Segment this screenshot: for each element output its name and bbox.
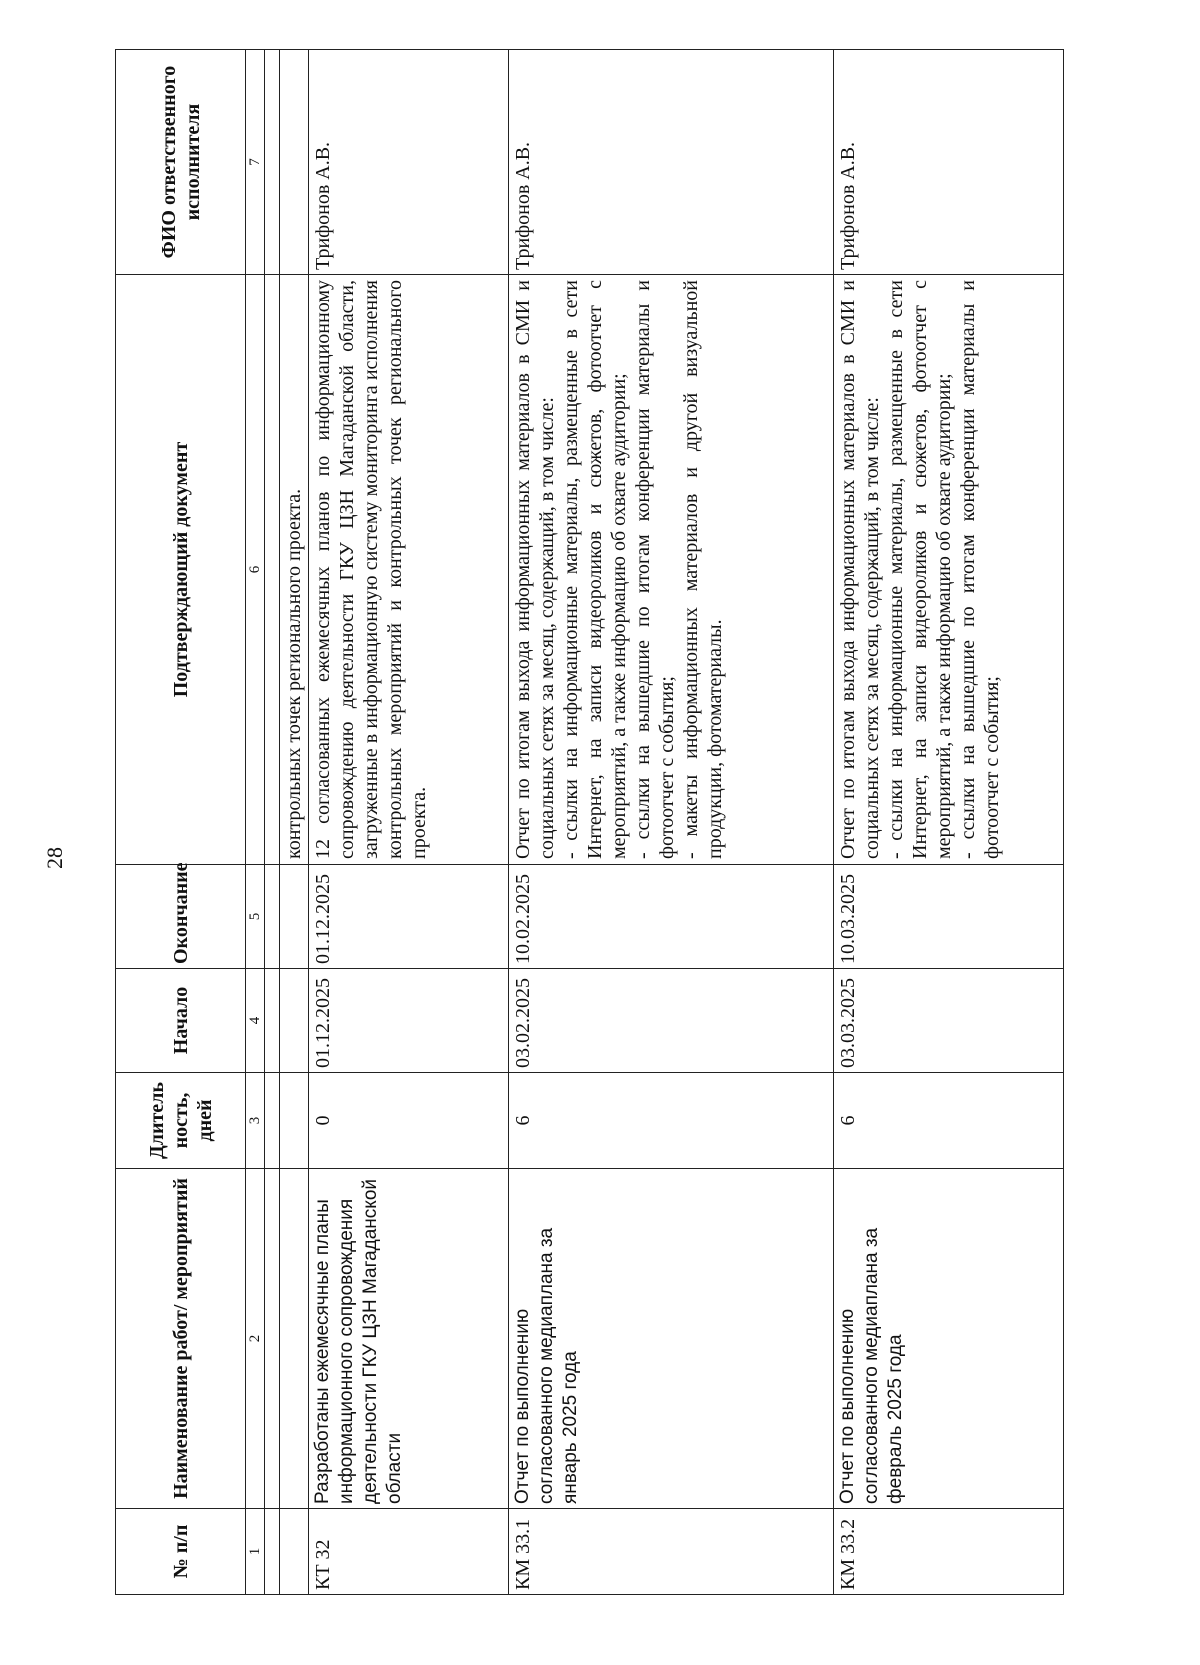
row-end: 10.03.2025 [834, 865, 1064, 969]
row-start: 03.03.2025 [834, 969, 1064, 1073]
blank-cell [280, 1073, 309, 1169]
header-name: Наименование работ/ мероприятий [116, 1169, 246, 1509]
row-name: Отчет по выполнению согласованного медиаплана за февраль 2025 года [834, 1169, 1064, 1509]
row-name: Отчет по выполнению согласованного медиаплана за январь 2025 года [509, 1169, 834, 1509]
table-row [834, 50, 1064, 1595]
header-row [116, 50, 246, 1595]
column-number-row [246, 50, 265, 1595]
row-end: 01.12.2025 [309, 865, 509, 969]
blank-cell [280, 865, 309, 969]
blank-cell [265, 1509, 280, 1595]
row-document: 12 согласованных ежемесячных планов по информационному сопровождению деятельности ГКУ ЦЗН Магаданской области, загруженные в информационную систему мониторинга исполнения контрольных мероприятий и контрольных точек регионального проекта. [309, 275, 509, 865]
continuation-row [280, 50, 309, 1595]
row-id: КМ 33.1 [509, 1509, 834, 1595]
column-number: 4 [246, 969, 265, 1073]
table-row [509, 50, 834, 1595]
blank-cell [265, 1073, 280, 1169]
blank-cell [280, 1509, 309, 1595]
column-number: 5 [246, 865, 265, 969]
blank-cell [265, 275, 280, 865]
row-duration: 0 [309, 1073, 509, 1169]
row-name: Разработаны ежемесячные планы информационного сопровождения деятельности ГКУ ЦЗН Магаданской области [309, 1169, 509, 1509]
blank-cell [265, 50, 280, 275]
row-responsible: Трифонов А.В. [309, 50, 509, 275]
row-duration: 6 [509, 1073, 834, 1169]
table-row [309, 50, 509, 1595]
schedule-table [115, 49, 1064, 1595]
blank-cell [280, 1169, 309, 1509]
blank-cell [265, 1169, 280, 1509]
header-number: № п/п [116, 1509, 246, 1595]
row-duration: 6 [834, 1073, 1064, 1169]
row-id: КМ 33.2 [834, 1509, 1064, 1595]
row-document: Отчет по итогам выхода информационных материалов в СМИ и социальных сетях за месяц, содержащий, в том числе: - ссылки на информационные материалы, размещенные в сети Интернет, на записи видеороликов и сюжетов, фотоотчет с мероприятий, а также информацию об охвате аудитории; - ссылки на вышедшие по итогам конференции материалы и фотоотчет с события; [834, 275, 1064, 865]
blank-row [265, 50, 280, 1595]
header-start: Начало [116, 969, 246, 1073]
row-end: 10.02.2025 [509, 865, 834, 969]
header-responsible: ФИО ответственного исполнителя [116, 50, 246, 275]
row-id: КТ 32 [309, 1509, 509, 1595]
column-number: 1 [246, 1509, 265, 1595]
row-start: 03.02.2025 [509, 969, 834, 1073]
schedule-table-container [115, 50, 1060, 1595]
column-number: 6 [246, 275, 265, 865]
column-number: 3 [246, 1073, 265, 1169]
blank-cell [265, 969, 280, 1073]
continuation-text: контрольных точек регионального проекта. [280, 275, 309, 865]
header-document: Подтверждающий документ [116, 275, 246, 865]
column-number: 7 [246, 50, 265, 275]
row-responsible: Трифонов А.В. [834, 50, 1064, 275]
column-number: 2 [246, 1169, 265, 1509]
row-responsible: Трифонов А.В. [509, 50, 834, 275]
row-start: 01.12.2025 [309, 969, 509, 1073]
page-number: 28 [42, 847, 67, 869]
blank-cell [280, 969, 309, 1073]
header-end: Окончание [116, 865, 246, 969]
row-document: Отчет по итогам выхода информационных материалов в СМИ и социальных сетях за месяц, содержащий, в том числе: - ссылки на информационные материалы, размещенные в сети Интернет, на записи видеороликов и сюжетов, фотоотчет с мероприятий, а также информацию об охвате аудитории; - ссылки на вышедшие по итогам конференции материалы и фотоотчет с события; - макеты информационных материалов и другой визуальной продукции, фотоматериалы. [509, 275, 834, 865]
blank-cell [265, 865, 280, 969]
header-duration: Длитель ность, дней [116, 1073, 246, 1169]
blank-cell [280, 50, 309, 275]
